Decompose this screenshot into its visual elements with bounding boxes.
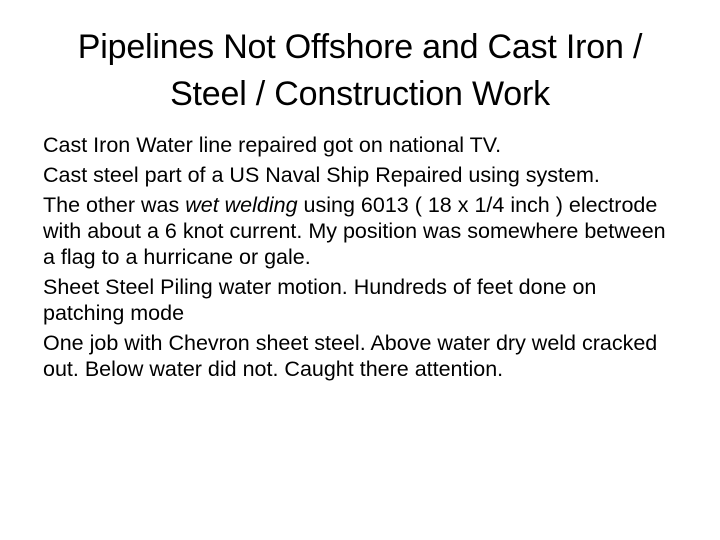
paragraph-cast-iron: Cast Iron Water line repaired got on national TV. xyxy=(43,133,502,157)
paragraph-sheet-steel: Sheet Steel Piling water motion. Hundreds of feet done on patching mode xyxy=(43,275,597,325)
wet-welding-emphasis: wet welding xyxy=(185,193,298,217)
paragraph-wet-welding-after: using 6013 ( 18 x 1/4 inch ) electrode with about a 6 knot current. My position was somewhere between a flag to a hurricane or gale. xyxy=(43,193,666,269)
paragraph-cast-steel: Cast steel part of a US Naval Ship Repaired using system. xyxy=(43,163,600,187)
slide-title: Pipelines Not Offshore and Cast Iron / Steel / Construction Work xyxy=(77,28,643,113)
paragraph-chevron: One job with Chevron sheet steel. Above water dry weld cracked out. Below water did not. Caught there attention. xyxy=(43,331,658,381)
slide-body xyxy=(43,132,683,386)
paragraph-wet-welding xyxy=(43,192,683,270)
paragraph-wet-welding-before: The other was xyxy=(43,193,186,217)
